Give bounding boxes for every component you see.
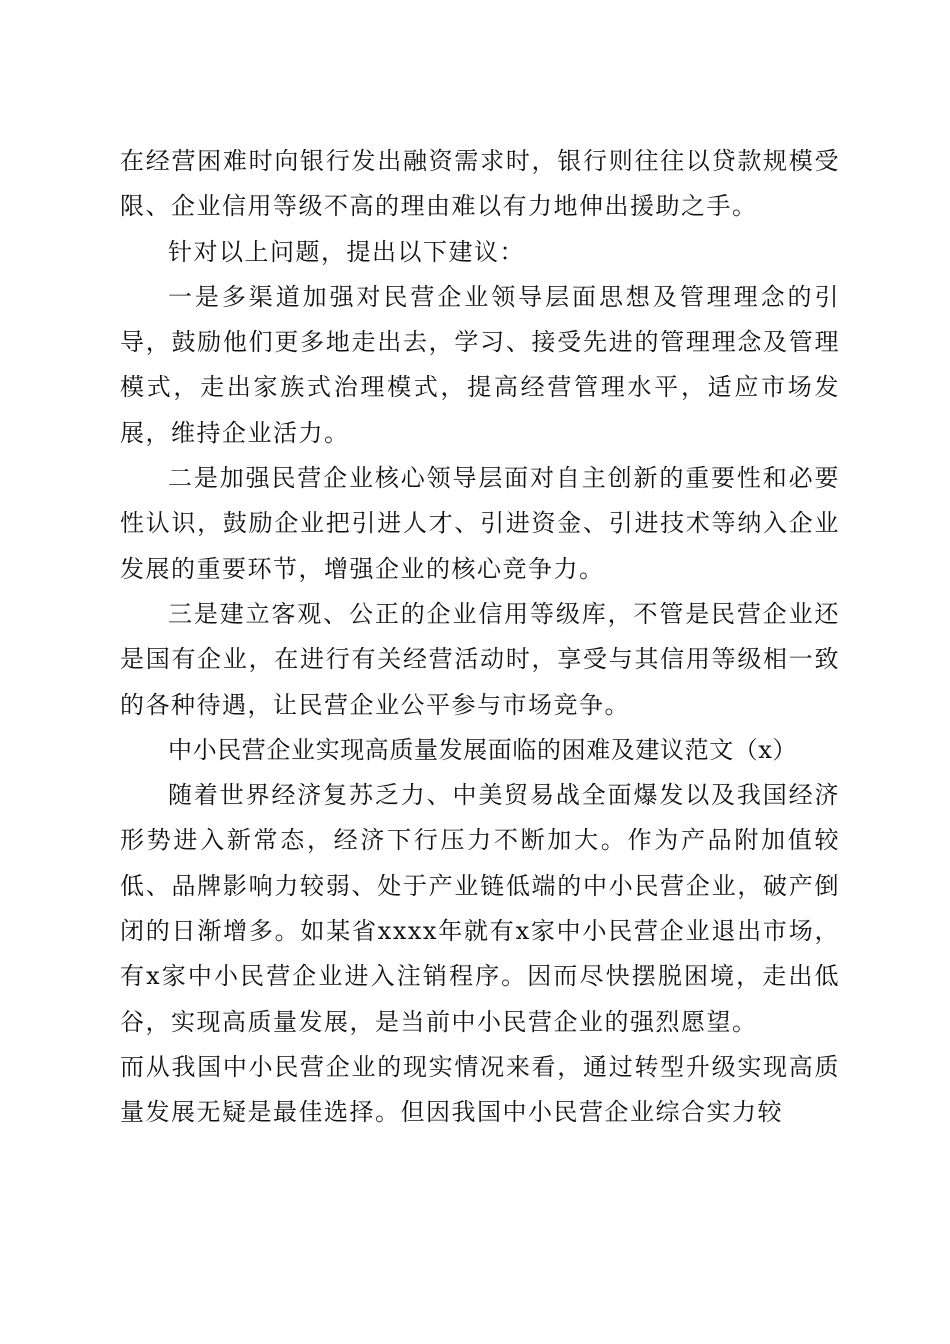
paragraph-continuation: 在经营困难时向银行发出融资需求时，银行则往往以贷款规模受限、企业信用等级不高的理由难以有力地伸出援助之手。 <box>120 147 840 221</box>
paragraph-suggestion-2: 二是加强民营企业核心领导层面对自主创新的重要性和必要性认识，鼓励企业把引进人才、引进资金、引进技术等纳入企业发展的重要环节，增强企业的核心竞争力。 <box>120 464 840 583</box>
document-body <box>120 139 840 1136</box>
paragraph-analysis: 而从我国中小民营企业的现实情况来看，通过转型升级实现高质量发展无疑是最佳选择。但因我国中小民营企业综合实力较 <box>120 1052 840 1127</box>
section-heading: 中小民营企业实现高质量发展面临的困难及建议范文（x） <box>168 735 798 764</box>
paragraph-suggestion-3: 三是建立客观、公正的企业信用等级库，不管是民营企业还是国有企业，在进行有关经营活动时，享受与其信用等级相一致的各种待遇，让民营企业公平参与市场竞争。 <box>120 599 840 719</box>
paragraph-suggestion-1: 一是多渠道加强对民营企业领导层面思想及管理理念的引导，鼓励他们更多地走出去，学习、接受先进的管理理念及管理模式，走出家族式治理模式，提高经营管理水平，适应市场发展，维持企业活力。 <box>120 282 840 447</box>
paragraph-intro-suggestions: 针对以上问题，提出以下建议： <box>168 237 525 266</box>
paragraph-background: 随着世界经济复苏乏力、中美贸易战全面爆发以及我国经济形势进入新常态，经济下行压力不断加大。作为产品附加值较低、品牌影响力较弱、处于产业链低端的中小民营企业，破产倒闭的日渐增多。如某省xxxx年就有x家中小民营企业退出市场，有x家中小民营企业进入注销程序。因而尽快摆脱困境，走出低谷，实现高质量发展，是当前中小民营企业的强烈愿望。 <box>120 781 840 1036</box>
